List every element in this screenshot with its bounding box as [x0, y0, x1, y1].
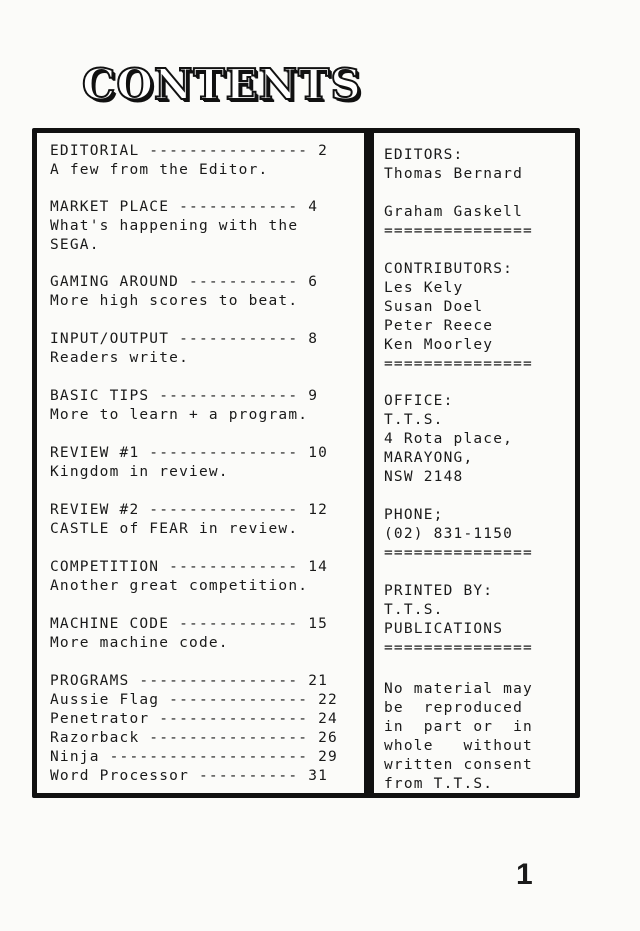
editor-name: Thomas Bernard	[384, 166, 524, 182]
contributor-name: Les Kely	[384, 280, 464, 296]
copyright-notice-line: No material may	[384, 681, 533, 697]
contributors-heading: CONTRIBUTORS:	[384, 261, 514, 277]
toc-desc: Readers write.	[50, 350, 190, 366]
toc-entry: INPUT/OUTPUT ------------ 8	[50, 331, 319, 347]
toc-desc: More machine code.	[50, 635, 229, 651]
office-line: 4 Rota place,	[384, 431, 514, 447]
toc-desc: CASTLE of FEAR in review.	[50, 521, 299, 537]
toc-desc: A few from the Editor.	[50, 162, 269, 178]
rule: ===============	[384, 640, 533, 656]
toc-entry: REVIEW #1 --------------- 10	[50, 445, 329, 461]
printer-line: T.T.S.	[384, 602, 444, 618]
contributor-name: Ken Moorley	[384, 337, 494, 353]
toc-desc: More high scores to beat.	[50, 293, 299, 309]
printer-line: PUBLICATIONS	[384, 621, 504, 637]
phone-number: (02) 831-1150	[384, 526, 514, 542]
toc-entry: EDITORIAL ---------------- 2	[50, 143, 329, 159]
contributor-name: Susan Doel	[384, 299, 484, 315]
rule: ===============	[384, 545, 533, 561]
toc-desc: SEGA.	[50, 237, 100, 253]
toc-entry: MACHINE CODE ------------ 15	[50, 616, 329, 632]
program-item: Aussie Flag -------------- 22	[50, 692, 338, 708]
program-item: Ninja -------------------- 29	[50, 749, 338, 765]
office-line: NSW 2148	[384, 469, 464, 485]
printed-heading: PRINTED BY:	[384, 583, 494, 599]
toc-entry: MARKET PLACE ------------ 4	[50, 199, 319, 215]
toc-desc: Kingdom in review.	[50, 464, 229, 480]
copyright-notice-line: in part or in	[384, 719, 533, 735]
office-heading: OFFICE:	[384, 393, 454, 409]
copyright-notice-line: whole without	[384, 738, 533, 754]
toc-entry: GAMING AROUND ----------- 6	[50, 274, 319, 290]
editor-name: Graham Gaskell	[384, 204, 524, 220]
page-title: CONTENTS	[82, 60, 362, 109]
toc-desc: What's happening with the	[50, 218, 299, 234]
contributor-name: Peter Reece	[384, 318, 494, 334]
editors-heading: EDITORS:	[384, 147, 464, 163]
phone-heading: PHONE;	[384, 507, 444, 523]
page-number: 1	[516, 858, 533, 891]
rule: ===============	[384, 356, 533, 372]
toc-entry: BASIC TIPS -------------- 9	[50, 388, 319, 404]
column-divider	[364, 132, 374, 796]
toc-desc: Another great competition.	[50, 578, 309, 594]
program-item: Word Processor ---------- 31	[50, 768, 329, 784]
office-line: MARAYONG,	[384, 450, 474, 466]
copyright-notice-line: be reproduced	[384, 700, 524, 716]
toc-desc: More to learn + a program.	[50, 407, 309, 423]
copyright-notice-line: from T.T.S.	[384, 776, 494, 792]
program-item: Penetrator --------------- 24	[50, 711, 338, 727]
toc-entry: REVIEW #2 --------------- 12	[50, 502, 329, 518]
office-line: T.T.S.	[384, 412, 444, 428]
rule: ===============	[384, 223, 533, 239]
toc-entry: COMPETITION ------------- 14	[50, 559, 329, 575]
toc-entry-programs: PROGRAMS ---------------- 21	[50, 673, 329, 689]
copyright-notice-line: written consent	[384, 757, 533, 773]
program-item: Razorback ---------------- 26	[50, 730, 338, 746]
